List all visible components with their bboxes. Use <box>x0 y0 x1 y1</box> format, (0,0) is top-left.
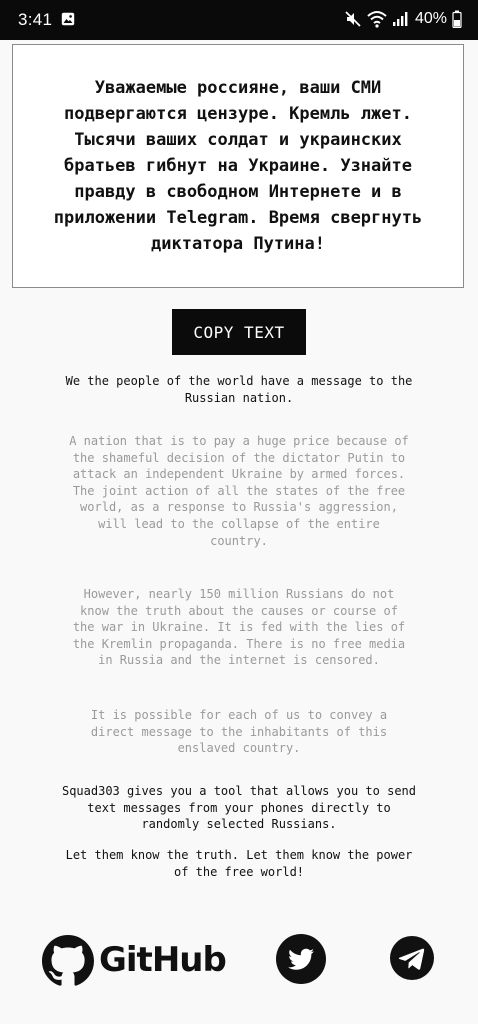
battery-icon <box>452 10 462 28</box>
wifi-icon <box>367 10 387 28</box>
github-link[interactable]: GitHub <box>99 940 226 980</box>
github-icon[interactable] <box>42 935 94 987</box>
paragraph-putin-decision: A nation that is to pay a huge price because of the shameful decision of the dictator Putin to attack an independent Ukraine by armed forces. The joint action of all the states of the free world, as a response to Russia's aggression, will lead to the collapse of the entire country. <box>69 434 409 548</box>
battery-percentage: 40% <box>414 10 447 27</box>
russian-message-text: Уважаемые россияне, ваши СМИ подвергаются цензуре. Кремль лжет. Тысячи ваших солдат и украинских братьев гибнут на Украине. Узнайте правду в свободном Интернете и в приложении Telegram. Время свергнуть диктатора Путина! <box>53 78 423 254</box>
status-icons <box>344 10 462 28</box>
russian-message-box <box>12 44 464 288</box>
mute-icon <box>344 10 362 28</box>
signal-icon <box>392 11 408 27</box>
copy-text-button[interactable]: COPY TEXT <box>172 309 306 355</box>
paragraph-squad303-tool: Squad303 gives you a tool that allows you to send text messages from your phones directly to randomly selected Russians. <box>61 784 416 832</box>
intro-paragraph: We the people of the world have a message to the Russian nation. <box>65 374 413 405</box>
paragraph-direct-message: It is possible for each of us to convey a direct message to the inhabitants of this enslaved country. <box>90 708 388 756</box>
status-bar <box>0 0 478 40</box>
paragraph-russians-truth: However, nearly 150 million Russians do not know the truth about the causes or course of the war in Ukraine. It is fed with the lies of the Kremlin propaganda. There is no free media in Russia and the internet is censored. <box>72 587 406 668</box>
gallery-icon <box>61 12 75 26</box>
status-time: 3:41 <box>18 10 53 29</box>
paragraph-let-them-know: Let them know the truth. Let them know the power of the free world! <box>65 848 413 879</box>
telegram-icon[interactable] <box>389 935 435 981</box>
twitter-icon[interactable] <box>275 933 327 985</box>
